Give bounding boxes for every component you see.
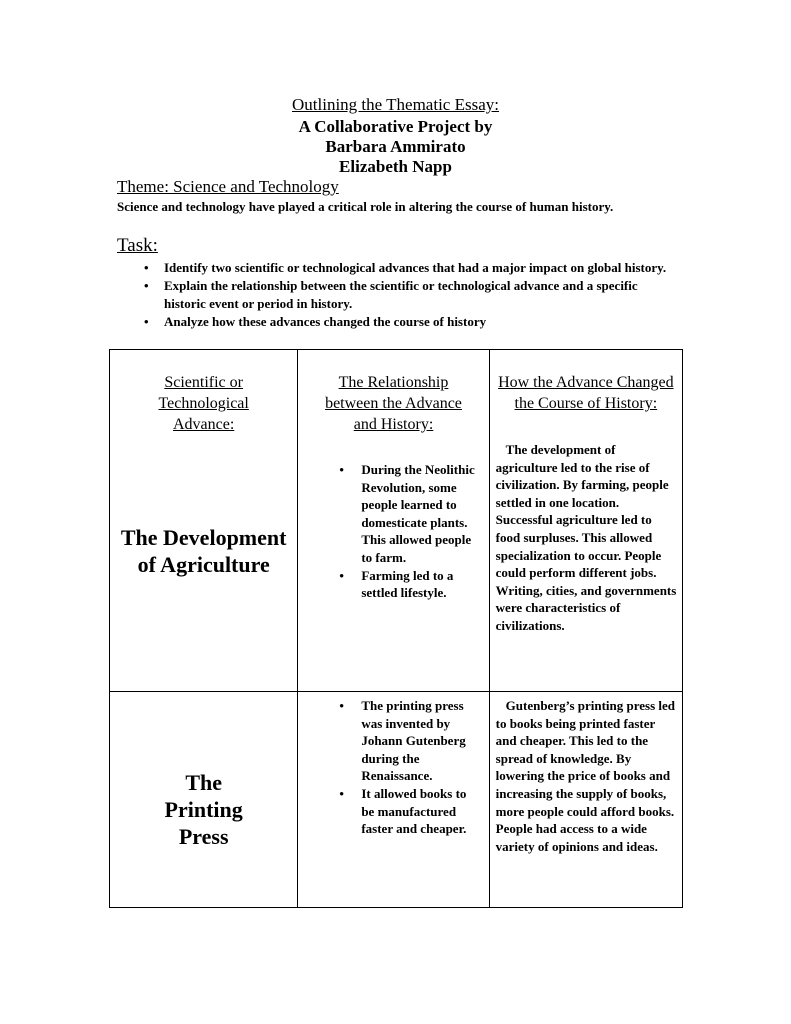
relationship-list bbox=[298, 461, 488, 602]
task-label: Task: bbox=[117, 235, 158, 256]
table-cell bbox=[489, 350, 682, 692]
change-description: Gutenberg’s printing press led to books being printed faster and cheaper. This led to the spread of knowledge. By lowering the price of books and increasing the supply of books, more people could afford books. People had access to a wide variety of opinions and ideas. bbox=[495, 698, 676, 854]
advance-name: The Development of Agriculture bbox=[120, 525, 287, 577]
theme-label: Theme: Science and Technology bbox=[117, 177, 339, 196]
document-subtitle: A Collaborative Project by bbox=[298, 117, 493, 136]
author-name: Barbara Ammirato bbox=[325, 137, 466, 156]
list-item: • During the Neolithic Revolution, some people learned to domesticate plants. This allowed people to farm. bbox=[298, 461, 488, 567]
column-header-advance: Scientific or Technological Advance: bbox=[158, 374, 249, 433]
column-header-relationship: The Relationship between the Advance and History: bbox=[325, 374, 462, 433]
task-item: • Explain the relationship between the scientific or technological advance and a specific historic event or period in history. bbox=[140, 277, 680, 313]
table-cell bbox=[298, 350, 489, 692]
list-item: • The printing press was invented by Johann Gutenberg during the Renaissance. bbox=[298, 697, 488, 785]
table-cell bbox=[489, 692, 682, 908]
author-name: Elizabeth Napp bbox=[339, 157, 452, 176]
task-list bbox=[140, 259, 680, 331]
task-item: • Analyze how these advances changed the course of history bbox=[140, 313, 680, 331]
table-row bbox=[110, 350, 683, 692]
column-header-change: How the Advance Changed the Course of History: bbox=[498, 374, 674, 412]
advance-name: The Printing Press bbox=[164, 770, 243, 849]
table-row bbox=[110, 692, 683, 908]
relationship-list bbox=[298, 697, 488, 838]
task-item: • Identify two scientific or technological advances that had a major impact on global history. bbox=[140, 259, 680, 277]
document-title: Outlining the Thematic Essay: bbox=[292, 95, 499, 114]
table-cell bbox=[298, 692, 489, 908]
table-cell bbox=[110, 350, 298, 692]
table-cell bbox=[110, 692, 298, 908]
change-description: The development of agriculture led to the rise of civilization. By farming, people settled in one location. Successful agriculture led to food surpluses. This allowed specialization to occur. People could perform different jobs. Writing, cities, and governments were characteristics of civilizations. bbox=[495, 442, 677, 633]
list-item: • It allowed books to be manufactured faster and cheaper. bbox=[298, 785, 488, 838]
essay-outline-table bbox=[109, 349, 683, 908]
theme-text: Science and technology have played a critical role in altering the course of human history. bbox=[117, 199, 614, 214]
list-item: • Farming led to a settled lifestyle. bbox=[298, 567, 488, 602]
